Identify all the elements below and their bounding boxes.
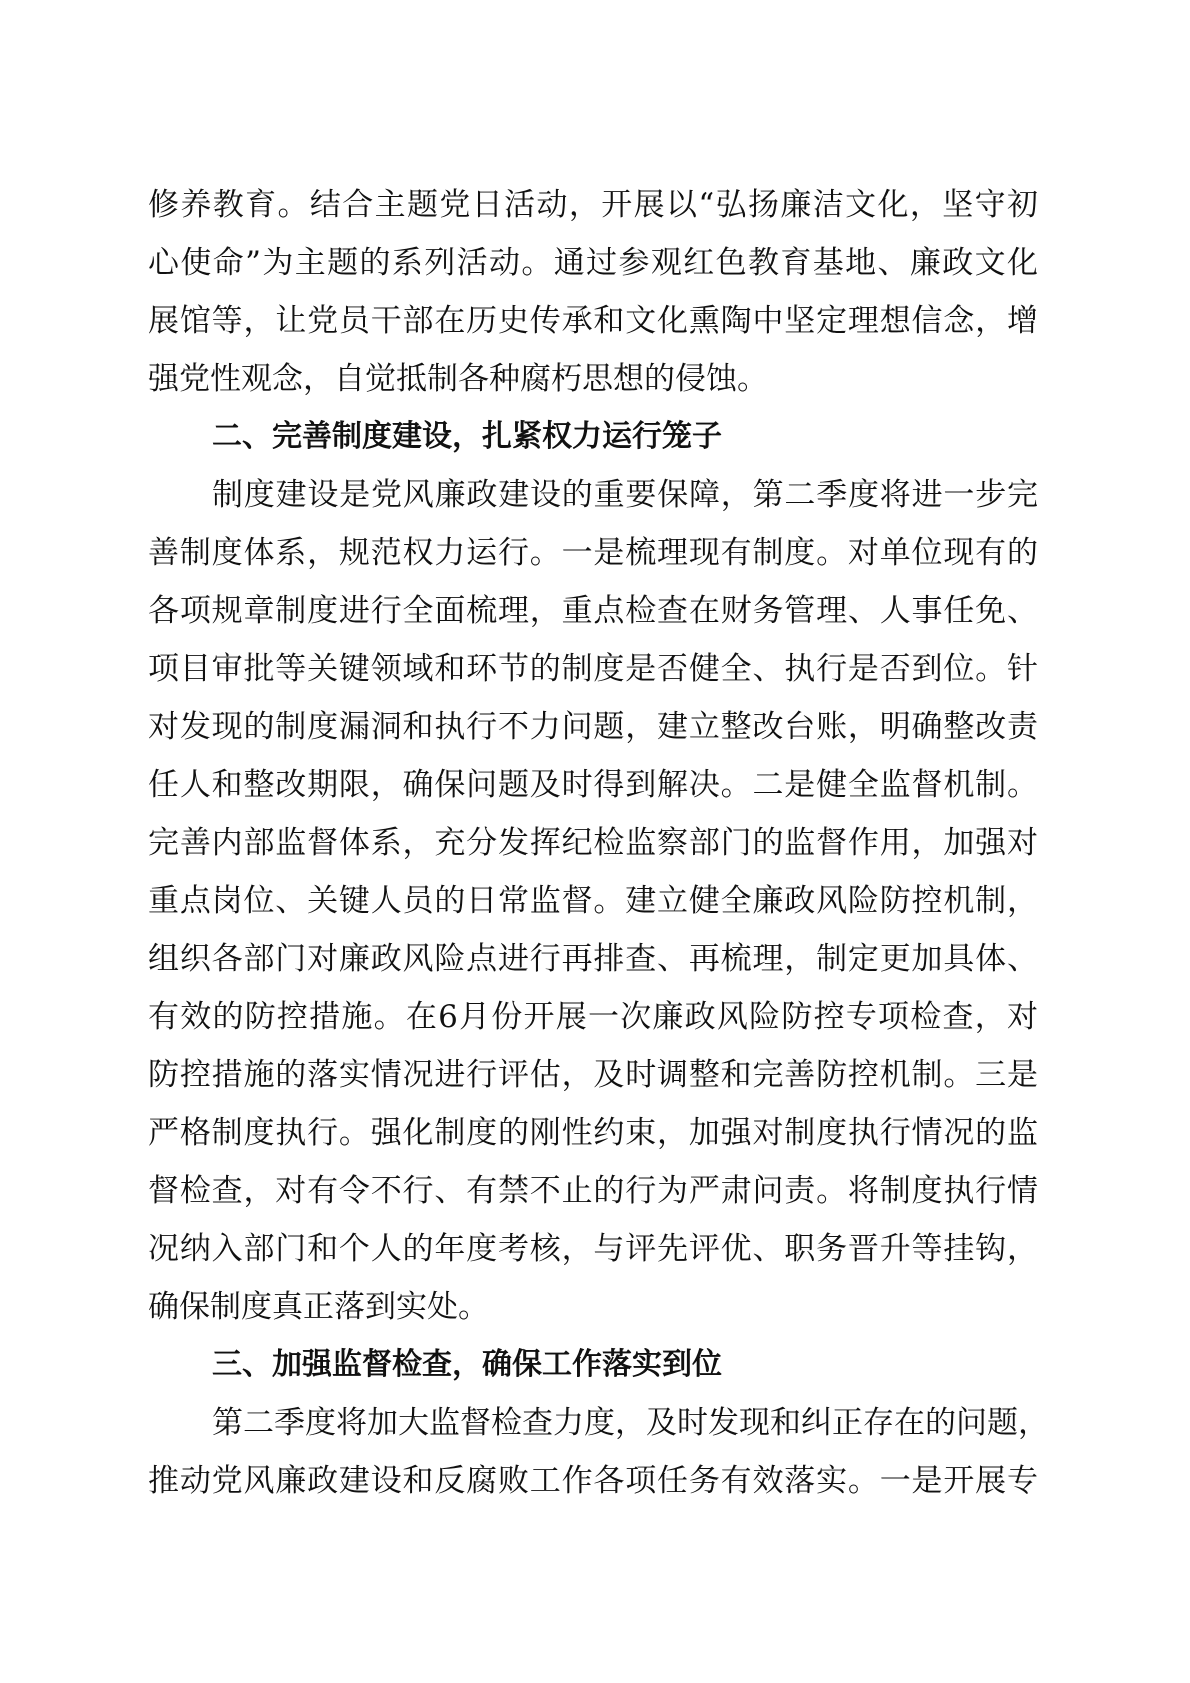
text-line: 心使命”为主题的系列活动。通过参观红色教育基地、廉政文化 (148, 245, 1038, 281)
text-line: 强党性观念，自觉抵制各种腐朽思想的侵蚀。 (148, 361, 768, 397)
text-line: 第二季度将加大监督检查力度，及时发现和纠正存在的问题， (212, 1405, 1049, 1441)
text-line: 展馆等，让党员干部在历史传承和文化熏陶中坚定理想信念，增 (148, 303, 1038, 339)
text-line: 项目审批等关键领域和环节的制度是否健全、执行是否到位。针 (148, 651, 1038, 687)
text-line: 有效的防控措施。在6月份开展一次廉政风险防控专项检查，对 (148, 999, 1038, 1035)
text-line: 组织各部门对廉政风险点进行再排查、再梳理，制定更加具体、 (148, 941, 1038, 977)
text-line: 修养教育。结合主题党日活动，开展以“弘扬廉洁文化，坚守初 (148, 187, 1038, 223)
text-line: 善制度体系，规范权力运行。一是梳理现有制度。对单位现有的 (148, 535, 1038, 571)
text-line: 各项规章制度进行全面梳理，重点检查在财务管理、人事任免、 (148, 593, 1038, 629)
text-line: 重点岗位、关键人员的日常监督。建立健全廉政风险防控机制， (148, 883, 1038, 919)
section-heading-2: 二、完善制度建设，扎紧权力运行笼子 (212, 419, 722, 454)
document-body (148, 176, 1049, 1510)
text-line: 确保制度真正落到实处。 (148, 1289, 489, 1325)
text-line: 况纳入部门和个人的年度考核，与评先评优、职务晋升等挂钩， (148, 1231, 1038, 1267)
text-line: 推动党风廉政建设和反腐败工作各项任务有效落实。一是开展专 (148, 1463, 1038, 1499)
text-line: 完善内部监督体系，充分发挥纪检监察部门的监督作用，加强对 (148, 825, 1038, 861)
text-line: 督检查，对有令不行、有禁不止的行为严肃问责。将制度执行情 (148, 1173, 1038, 1209)
text-line: 任人和整改期限，确保问题及时得到解决。二是健全监督机制。 (148, 767, 1038, 803)
text-line: 对发现的制度漏洞和执行不力问题，建立整改台账，明确整改责 (148, 709, 1038, 745)
section-heading-3: 三、加强监督检查，确保工作落实到位 (212, 1347, 722, 1382)
text-line: 制度建设是党风廉政建设的重要保障，第二季度将进一步完 (212, 477, 1038, 513)
text-line: 严格制度执行。强化制度的刚性约束，加强对制度执行情况的监 (148, 1115, 1038, 1151)
text-line: 防控措施的落实情况进行评估，及时调整和完善防控机制。三是 (148, 1057, 1038, 1093)
